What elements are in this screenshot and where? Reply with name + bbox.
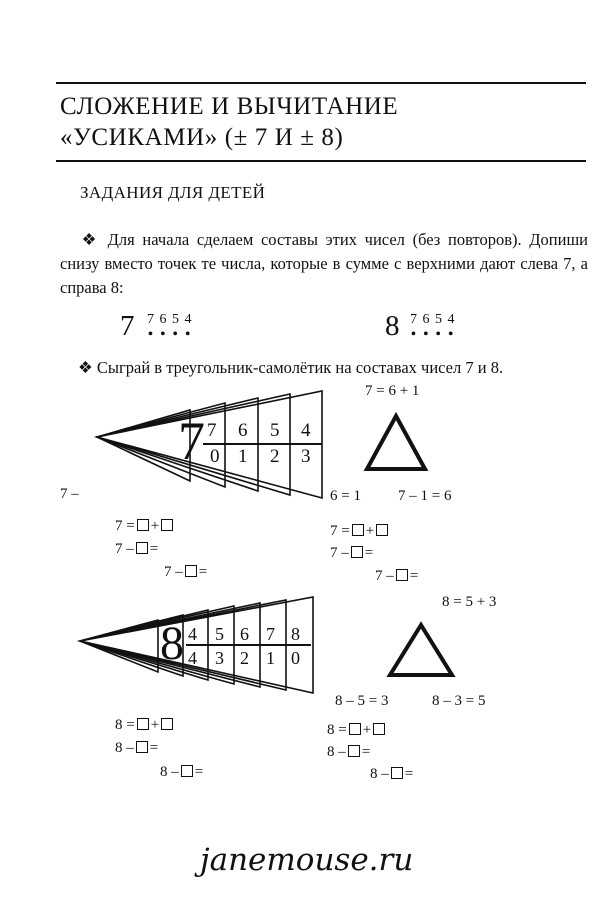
triangle8-top-equation: 8 = 5 + 3 <box>442 594 497 610</box>
answer-box[interactable] <box>136 542 148 554</box>
site-watermark: janemouse.ru <box>200 842 414 878</box>
fan7-top-digit: 5 <box>270 420 280 441</box>
exercise8-right-diff1: 8 – = <box>327 744 371 760</box>
fan7-bottom-digit: 0 <box>210 446 220 467</box>
answer-box[interactable] <box>373 723 385 735</box>
fan8-bottom-digit: 1 <box>266 648 275 668</box>
composition-right-dots: • • • • <box>411 327 456 342</box>
fan7-drawing <box>97 391 322 498</box>
exercise7-right-diff1: 7 – = <box>330 545 374 561</box>
fan8-bottom-digit: 4 <box>188 648 197 668</box>
answer-box[interactable] <box>352 524 364 536</box>
exercise7-right-diff2: 7 – = <box>375 568 419 584</box>
exercise7-right-sum: 7 = + <box>330 523 390 540</box>
answer-box[interactable] <box>137 519 149 531</box>
exercise7-left-diff2: 7 – = <box>164 564 208 580</box>
answer-box[interactable] <box>396 569 408 581</box>
fan8-top-digit: 5 <box>215 624 224 644</box>
fan8-top-digit: 6 <box>240 624 249 644</box>
composition-left-number: 7 <box>120 310 135 342</box>
exercise8-right-diff2: 8 – = <box>370 766 414 782</box>
triangle8-shape <box>390 625 452 675</box>
fan7-bottom-digit: 1 <box>238 446 248 467</box>
task2-text: Сыграй в треугольник-самолётик на составах чисел 7 и 8. <box>96 358 504 377</box>
bullet-icon: ❖ <box>78 358 93 377</box>
composition-right-number: 8 <box>385 310 400 342</box>
task1-text: Для начала сделаем составы этих чисел (без повторов). Допиши снизу вместо точек те числа, которые в сумме с верхними дают слева 7, а справа 8: <box>60 230 589 297</box>
answer-box[interactable] <box>185 565 197 577</box>
triangle7-top-equation: 7 = 6 + 1 <box>365 383 420 399</box>
answer-box[interactable] <box>348 745 360 757</box>
answer-box[interactable] <box>161 519 173 531</box>
answer-box[interactable] <box>349 723 361 735</box>
composition-left-top: 7 6 5 4 <box>147 312 193 327</box>
answer-box[interactable] <box>376 524 388 536</box>
section-subtitle: ЗАДАНИЯ ДЛЯ ДЕТЕЙ <box>80 183 266 202</box>
triangle8-bottom-right: 8 – 3 = 5 <box>432 693 486 709</box>
triangle7-bottom-left: 6 = 1 <box>330 488 361 504</box>
page-title-line2: «УСИКАМИ» (± 7 И ± 8) <box>60 124 344 151</box>
bullet-icon: ❖ <box>78 230 100 249</box>
fan8-drawing <box>80 597 313 693</box>
exercise7-left-diff1: 7 – = <box>115 541 159 557</box>
triangle7-shape <box>367 416 425 469</box>
fan8-top-digit: 7 <box>266 624 275 644</box>
fan8-top-digit: 4 <box>188 624 197 644</box>
fan8-big-number: 8 <box>160 617 184 670</box>
answer-box[interactable] <box>137 718 149 730</box>
exercise8-left-sum: 8 = + <box>115 717 175 734</box>
triangle7-bottom-right: 7 – 1 = 6 <box>398 488 452 504</box>
fan7-bottom-digit: 3 <box>301 446 311 467</box>
fan8-bottom-digit: 3 <box>215 648 224 668</box>
answer-box[interactable] <box>161 718 173 730</box>
fan7-big-number: 7 <box>178 411 205 471</box>
answer-box[interactable] <box>351 546 363 558</box>
composition-right-top: 7 6 5 4 <box>410 312 456 327</box>
fan7-top-digit: 6 <box>238 420 248 441</box>
triangle8-bottom-left: 8 – 5 = 3 <box>335 693 389 709</box>
fan7-top-digit: 7 <box>207 420 217 441</box>
exercise8-left-diff2: 8 – = <box>160 764 204 780</box>
fan7-bottom-digit: 2 <box>270 446 280 467</box>
composition-left-dots: • • • • <box>148 327 193 342</box>
answer-box[interactable] <box>391 767 403 779</box>
fan7-minus-label: 7 – <box>60 486 79 502</box>
exercise8-right-sum: 8 = + <box>327 722 387 739</box>
fan8-top-digit: 8 <box>291 624 300 644</box>
fan8-bottom-digit: 2 <box>240 648 249 668</box>
fan8-bottom-digit: 0 <box>291 648 300 668</box>
exercise7-left-sum: 7 = + <box>115 518 175 535</box>
fan7-top-digit: 4 <box>301 420 311 441</box>
answer-box[interactable] <box>181 765 193 777</box>
exercise8-left-diff1: 8 – = <box>115 740 159 756</box>
answer-box[interactable] <box>136 741 148 753</box>
page-title-line1: СЛОЖЕНИЕ И ВЫЧИТАНИЕ <box>60 93 399 120</box>
